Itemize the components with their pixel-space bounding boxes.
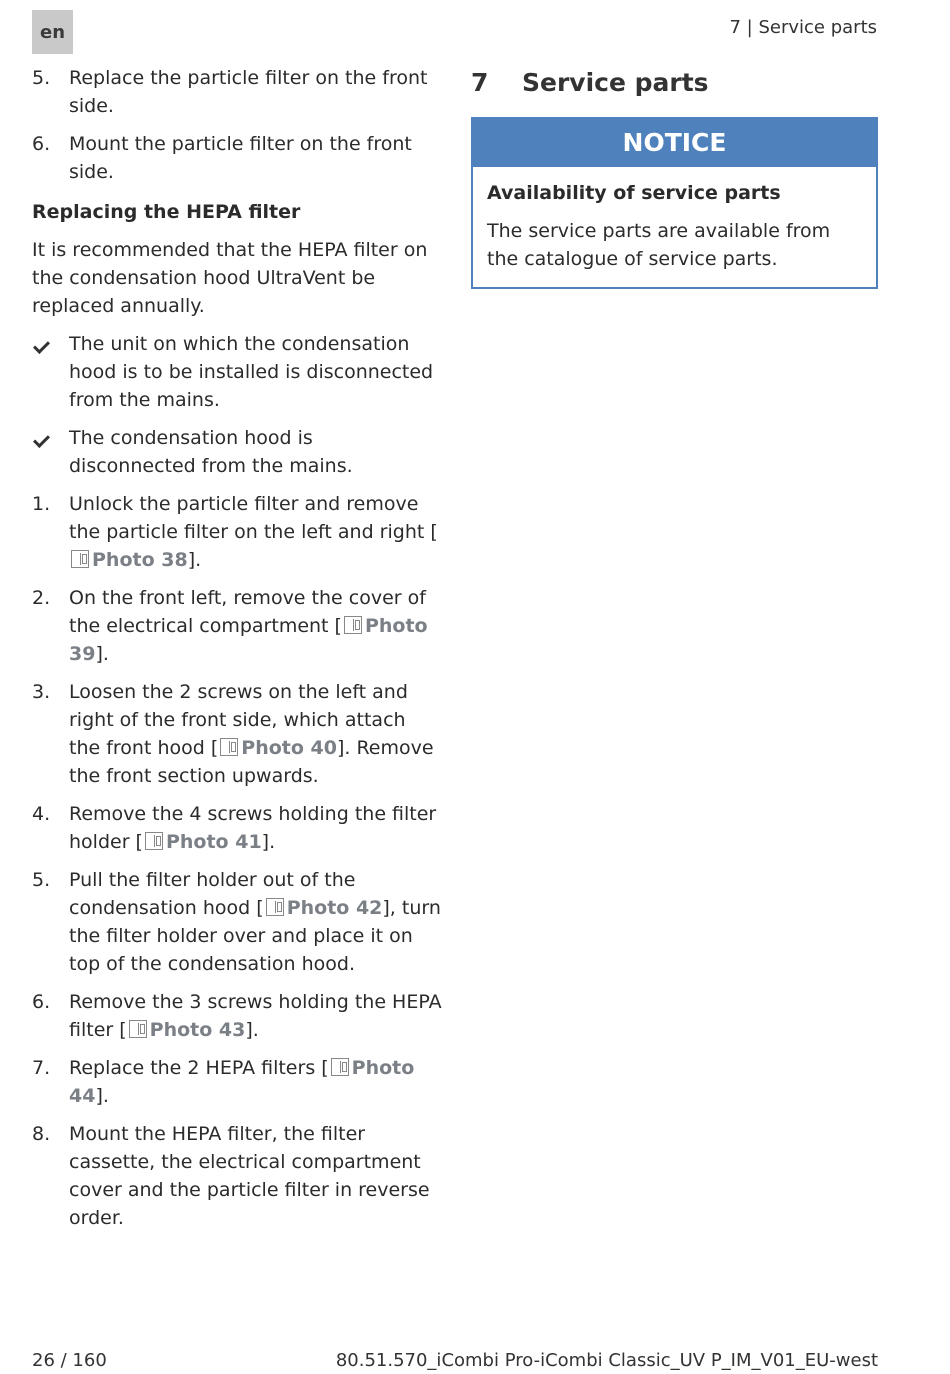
- list-item: [32, 866, 442, 978]
- prerequisite-item: [32, 330, 442, 414]
- left-column: [32, 64, 442, 1242]
- list-item: [32, 800, 442, 856]
- step-text-end: ].: [95, 643, 109, 665]
- step-number: 6.: [32, 133, 51, 155]
- step-text: Remove the 3 screws holding the HEPA filter [: [69, 991, 442, 1041]
- photo-icon: [145, 832, 163, 850]
- step-number: 4.: [32, 803, 51, 825]
- photo-icon: [344, 616, 362, 634]
- photo-link[interactable]: Photo 38: [92, 549, 188, 571]
- step-number: 1.: [32, 493, 51, 515]
- step-text-end: ].: [245, 1019, 259, 1041]
- step-text-end: ]. Remove the front section upwards.: [69, 737, 434, 787]
- right-column: [471, 64, 878, 289]
- photo-icon: [331, 1058, 349, 1076]
- step-text: Mount the particle filter on the front side.: [69, 133, 412, 183]
- step-number: 3.: [32, 681, 51, 703]
- step-text: Loosen the 2 screws on the left and right of the front side, which attach the front hood [: [69, 681, 408, 759]
- chapter-title: Service parts: [522, 68, 709, 97]
- step-text-end: ], turn the filter holder over and place it on top of the condensation hood.: [69, 897, 441, 975]
- list-item: [32, 988, 442, 1044]
- step-number: 8.: [32, 1123, 51, 1145]
- notice-label: NOTICE: [473, 119, 876, 167]
- photo-icon: [266, 898, 284, 916]
- step-number: 6.: [32, 991, 51, 1013]
- photo-icon: [129, 1020, 147, 1038]
- photo-link[interactable]: Photo 43: [149, 1019, 246, 1041]
- step-text: Replace the particle filter on the front side.: [69, 67, 428, 117]
- photo-link[interactable]: Photo 39: [69, 615, 428, 665]
- photo-icon: [220, 738, 238, 756]
- list-item: [32, 584, 442, 668]
- document-id: 80.51.570_iCombi Pro-iCombi Classic_UV P_IM_V01_EU-west: [335, 1350, 878, 1371]
- step-number: 5.: [32, 67, 51, 89]
- chapter-number: 7: [471, 68, 489, 97]
- list-item: [32, 1120, 442, 1232]
- step-text: Unlock the particle filter and remove the particle filter on the left and right [: [69, 493, 438, 543]
- list-item: [32, 490, 442, 574]
- step-text: Mount the HEPA filter, the filter cassette, the electrical compartment cover and the particle filter in reverse order.: [69, 1123, 430, 1229]
- step-text: On the front left, remove the cover of the electrical compartment [: [69, 587, 426, 637]
- prerequisite-text: The unit on which the condensation hood is to be installed is disconnected from the mains.: [69, 333, 434, 411]
- step-text: Pull the filter holder out of the condensation hood [: [69, 869, 356, 919]
- checkmark-icon: [33, 337, 50, 354]
- page-number: 26 / 160: [32, 1350, 107, 1371]
- step-text: Remove the 4 screws holding the filter holder [: [69, 803, 437, 853]
- list-item: [32, 678, 442, 790]
- step-text-end: ].: [95, 1085, 109, 1107]
- step-text-end: ].: [187, 549, 202, 571]
- notice-text: The service parts are available from the catalogue of service parts.: [487, 220, 831, 270]
- prerequisite-text: The condensation hood is disconnected from the mains.: [69, 427, 353, 477]
- language-tab: en: [32, 10, 73, 54]
- step-text-end: ].: [261, 831, 276, 853]
- intro-paragraph: It is recommended that the HEPA filter on the condensation hood UltraVent be replaced annually.: [32, 239, 428, 317]
- photo-icon: [71, 550, 89, 568]
- photo-link[interactable]: Photo 41: [165, 831, 262, 853]
- list-item: [32, 64, 442, 120]
- checkmark-icon: [33, 431, 50, 448]
- prerequisite-item: [32, 424, 442, 480]
- photo-link[interactable]: Photo 44: [69, 1057, 415, 1107]
- notice-box: [471, 117, 878, 289]
- photo-link[interactable]: Photo 40: [241, 737, 337, 759]
- step-number: 5.: [32, 869, 51, 891]
- photo-link[interactable]: Photo 42: [286, 897, 383, 919]
- step-number: 7.: [32, 1057, 51, 1079]
- list-item: [32, 130, 442, 186]
- step-number: 2.: [32, 587, 51, 609]
- running-head: 7 | Service parts: [729, 17, 877, 38]
- chapter-heading: [471, 68, 878, 108]
- step-text: Replace the 2 HEPA filters [: [69, 1057, 329, 1079]
- notice-title: Availability of service parts: [487, 182, 781, 204]
- section-heading: Replacing the HEPA filter: [32, 201, 301, 223]
- list-item: [32, 1054, 442, 1110]
